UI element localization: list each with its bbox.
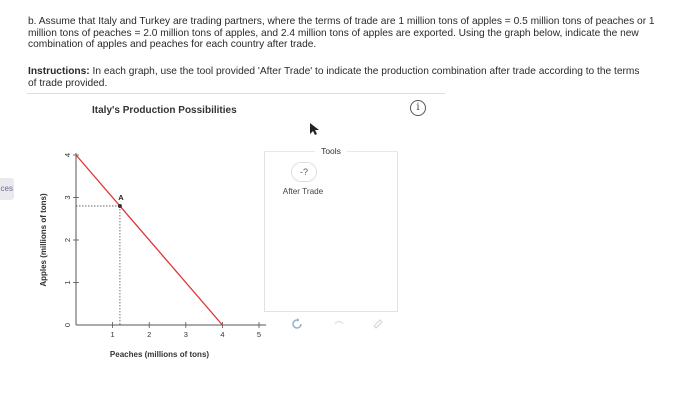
after-trade-label: After Trade — [282, 187, 324, 196]
y-tick-label: 3 — [63, 195, 72, 200]
y-tick-label: 2 — [63, 237, 72, 243]
x-tick-label: 1 — [110, 330, 115, 339]
tools-label: Tools — [315, 146, 347, 156]
series-layer — [76, 155, 222, 325]
instructions-bold: Instructions: — [28, 66, 90, 77]
point-a-marker — [118, 204, 122, 208]
side-tab-label: ces — [0, 184, 13, 193]
x-tick-label: 2 — [147, 330, 152, 339]
axis-layer — [73, 153, 266, 328]
x-tick-label: 3 — [183, 330, 188, 339]
grid-layer — [76, 206, 120, 325]
y-tick-label: 4 — [63, 152, 72, 158]
y-axis-title: Apples (millions of tons) — [39, 193, 48, 287]
ppf-chart[interactable] — [36, 140, 266, 370]
side-tab[interactable] — [0, 178, 14, 200]
point-a-label: A — [118, 193, 124, 202]
instructions-text: In each graph, use the tool provided 'After Trade' to indicate the production combination after trade according to the terms of trade provided. — [28, 66, 640, 89]
x-tick-label: 5 — [256, 330, 262, 339]
tools-box — [264, 146, 398, 312]
y-tick-label: 1 — [63, 280, 72, 285]
reset-icon[interactable] — [289, 316, 305, 332]
after-trade-tool-button[interactable]: -? — [291, 162, 317, 182]
instructions — [28, 66, 648, 89]
graph-title: Italy's Production Possibilities — [92, 105, 237, 116]
y-tick-label: 0 — [63, 322, 72, 328]
x-tick-label: 4 — [220, 330, 225, 339]
ppf-line — [76, 155, 222, 325]
label-layer — [39, 153, 261, 359]
point-layer — [118, 204, 122, 208]
redo-icon[interactable] — [371, 316, 387, 332]
question-text: b. Assume that Italy and Turkey are trading partners, where the terms of trade are 1 million tons of apples = 0.5 million tons of peaches or 1 million tons of peaches = 2.0 million tons of apples, and 2.4 million tons of apples are exported. Using the graph below, indicate the new combination of apples and peaches for each country after trade. — [28, 16, 655, 51]
info-icon[interactable]: i — [410, 100, 426, 116]
pointer-cursor-icon — [308, 122, 320, 136]
x-axis-title: Peaches (millions of tons) — [109, 350, 210, 359]
undo-icon[interactable] — [331, 316, 347, 332]
